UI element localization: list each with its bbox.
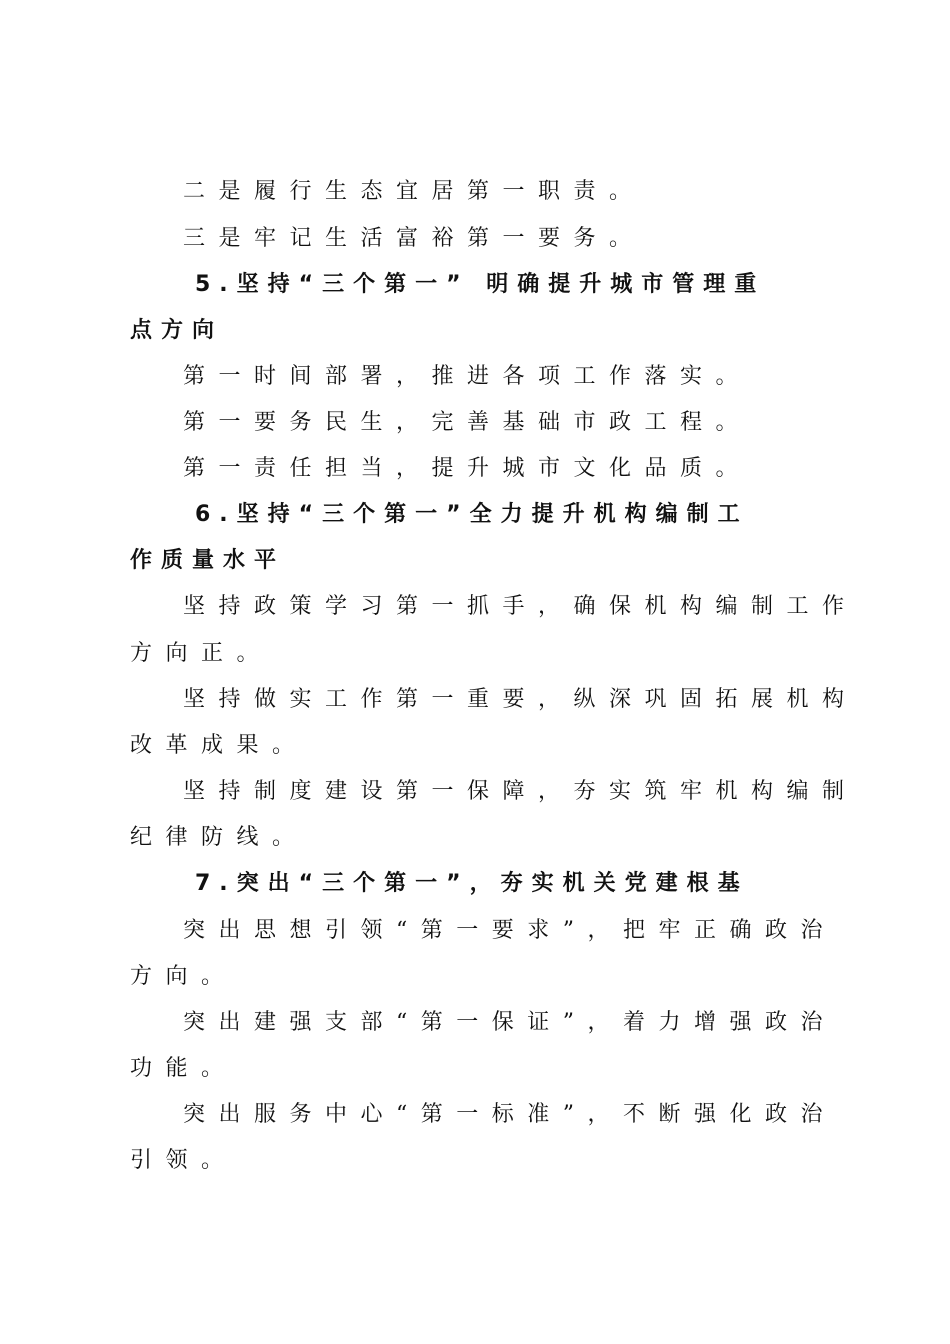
body-line-1: 二是履行生态宜居第一职责。 xyxy=(183,179,645,204)
body-line-6-cont: 方向正。 xyxy=(130,641,273,666)
section-7-heading: 7.突出“三个第一”，夯实机关党建根基 xyxy=(195,871,749,896)
section-6-heading: 6.坚持“三个第一”全力提升机构编制工 xyxy=(195,502,749,527)
body-line-2: 三是牢记生活富裕第一要务。 xyxy=(183,226,645,251)
section-6-heading-cont: 作质量水平 xyxy=(130,548,286,573)
body-line-5: 第一责任担当，提升城市文化品质。 xyxy=(183,456,752,481)
body-line-8-cont: 纪律防线。 xyxy=(130,825,308,850)
body-line-11-cont: 引领。 xyxy=(130,1148,237,1173)
body-line-4: 第一要务民生，完善基础市政工程。 xyxy=(183,410,752,435)
body-line-9-cont: 方向。 xyxy=(130,964,237,989)
body-line-7: 坚持做实工作第一重要，纵深巩固拓展机构 xyxy=(183,687,858,712)
body-line-6: 坚持政策学习第一抓手，确保机构编制工作 xyxy=(183,594,858,619)
body-line-7-cont: 改革成果。 xyxy=(130,733,308,758)
body-line-11: 突出服务中心“第一标准”，不断强化政治 xyxy=(183,1102,836,1127)
section-5-heading-cont: 点方向 xyxy=(130,318,224,343)
body-line-8: 坚持制度建设第一保障，夯实筑牢机构编制 xyxy=(183,779,858,804)
body-line-3: 第一时间部署，推进各项工作落实。 xyxy=(183,364,752,389)
section-5-heading: 5.坚持“三个第一” 明确提升城市管理重 xyxy=(195,272,766,297)
body-line-10: 突出建强支部“第一保证”，着力增强政治 xyxy=(183,1010,836,1035)
body-line-10-cont: 功能。 xyxy=(130,1056,237,1081)
body-line-9: 突出思想引领“第一要求”，把牢正确政治 xyxy=(183,918,836,943)
